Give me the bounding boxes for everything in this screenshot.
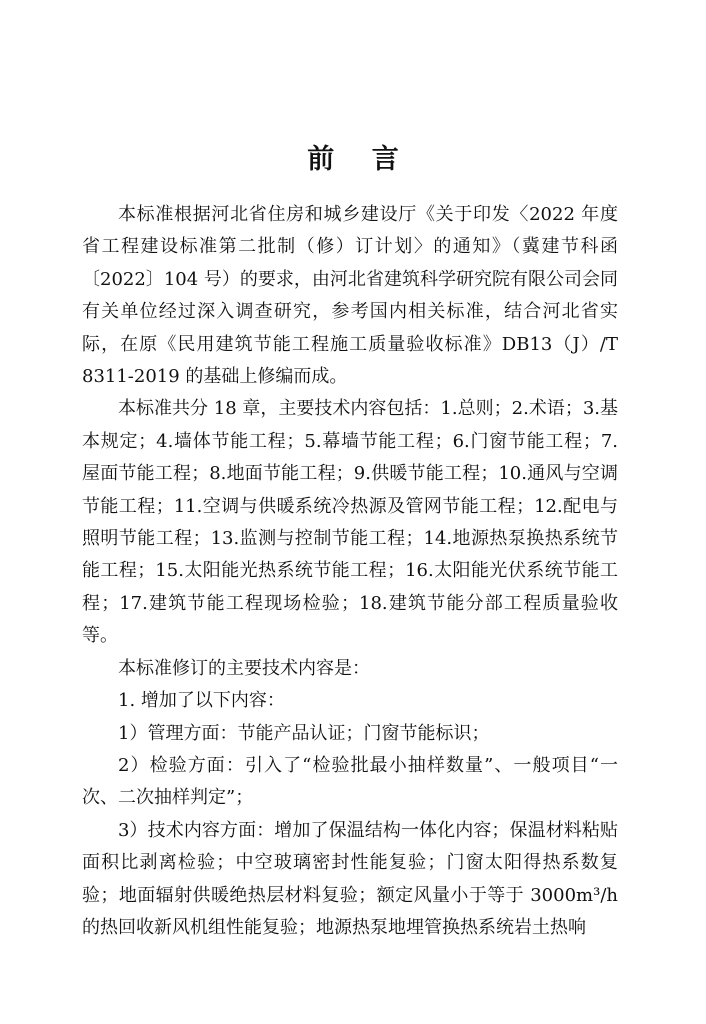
document-body — [82, 199, 618, 944]
paragraph-item-1-2: 2）检验方面：引入了“检验批最小抽样数量”、一般项目“一次、二次抽样判定”； — [82, 754, 618, 809]
paragraph-item-1-3: 3）技术内容方面：增加了保温结构一体化内容；保温材料粘贴面积比剥离检验；中空玻璃密封性能复验；门窗太阳得热系数复验；地面辐射供暖绝热层材料复验；额定风量小于等于 3000m³/h 的热回收新风机组性能复验；地源热泵地埋管换热系统岩土热响 — [82, 819, 618, 938]
page-title: 前 言 — [307, 144, 399, 175]
paragraph-intro: 本标准根据河北省住房和城乡建设厅《关于印发〈2022 年度省工程建设标准第二批制（修）订计划〉的通知》（冀建节科函〔2022〕104 号）的要求，由河北省建筑科学研究院有限公司会同有关单位经过深入调查研究，参考国内相关标准，结合河北省实际，在原《民用建筑节能工程施工质量验收标准》DB13（J）/T 8311-2019 的基础上修编而成。 — [82, 204, 618, 388]
paragraph-item-1-1: 1）管理方面：节能产品认证；门窗节能标识； — [118, 722, 490, 744]
paragraph-revision-heading: 本标准修订的主要技术内容是： — [118, 657, 370, 679]
paragraph-chapters: 本标准共分 18 章，主要技术内容包括：1.总则；2.术语；3.基本规定；4.墙体节能工程；5.幕墙节能工程；6.门窗节能工程；7.屋面节能工程；8.地面节能工程；9.供暖节能工程；10.通风与空调节能工程；11.空调与供暖系统冷热源及管网节能工程；12.配电与照明节能工程；13.监测与控制节能工程；14.地源热泵换热系统节能工程；15.太阳能光热系统节能工程；16.太阳能光伏系统节能工程；17.建筑节能工程现场检验；18.建筑节能分部工程质量验收等。 — [82, 398, 618, 647]
paragraph-item-1: 1. 增加了以下内容： — [118, 690, 285, 712]
